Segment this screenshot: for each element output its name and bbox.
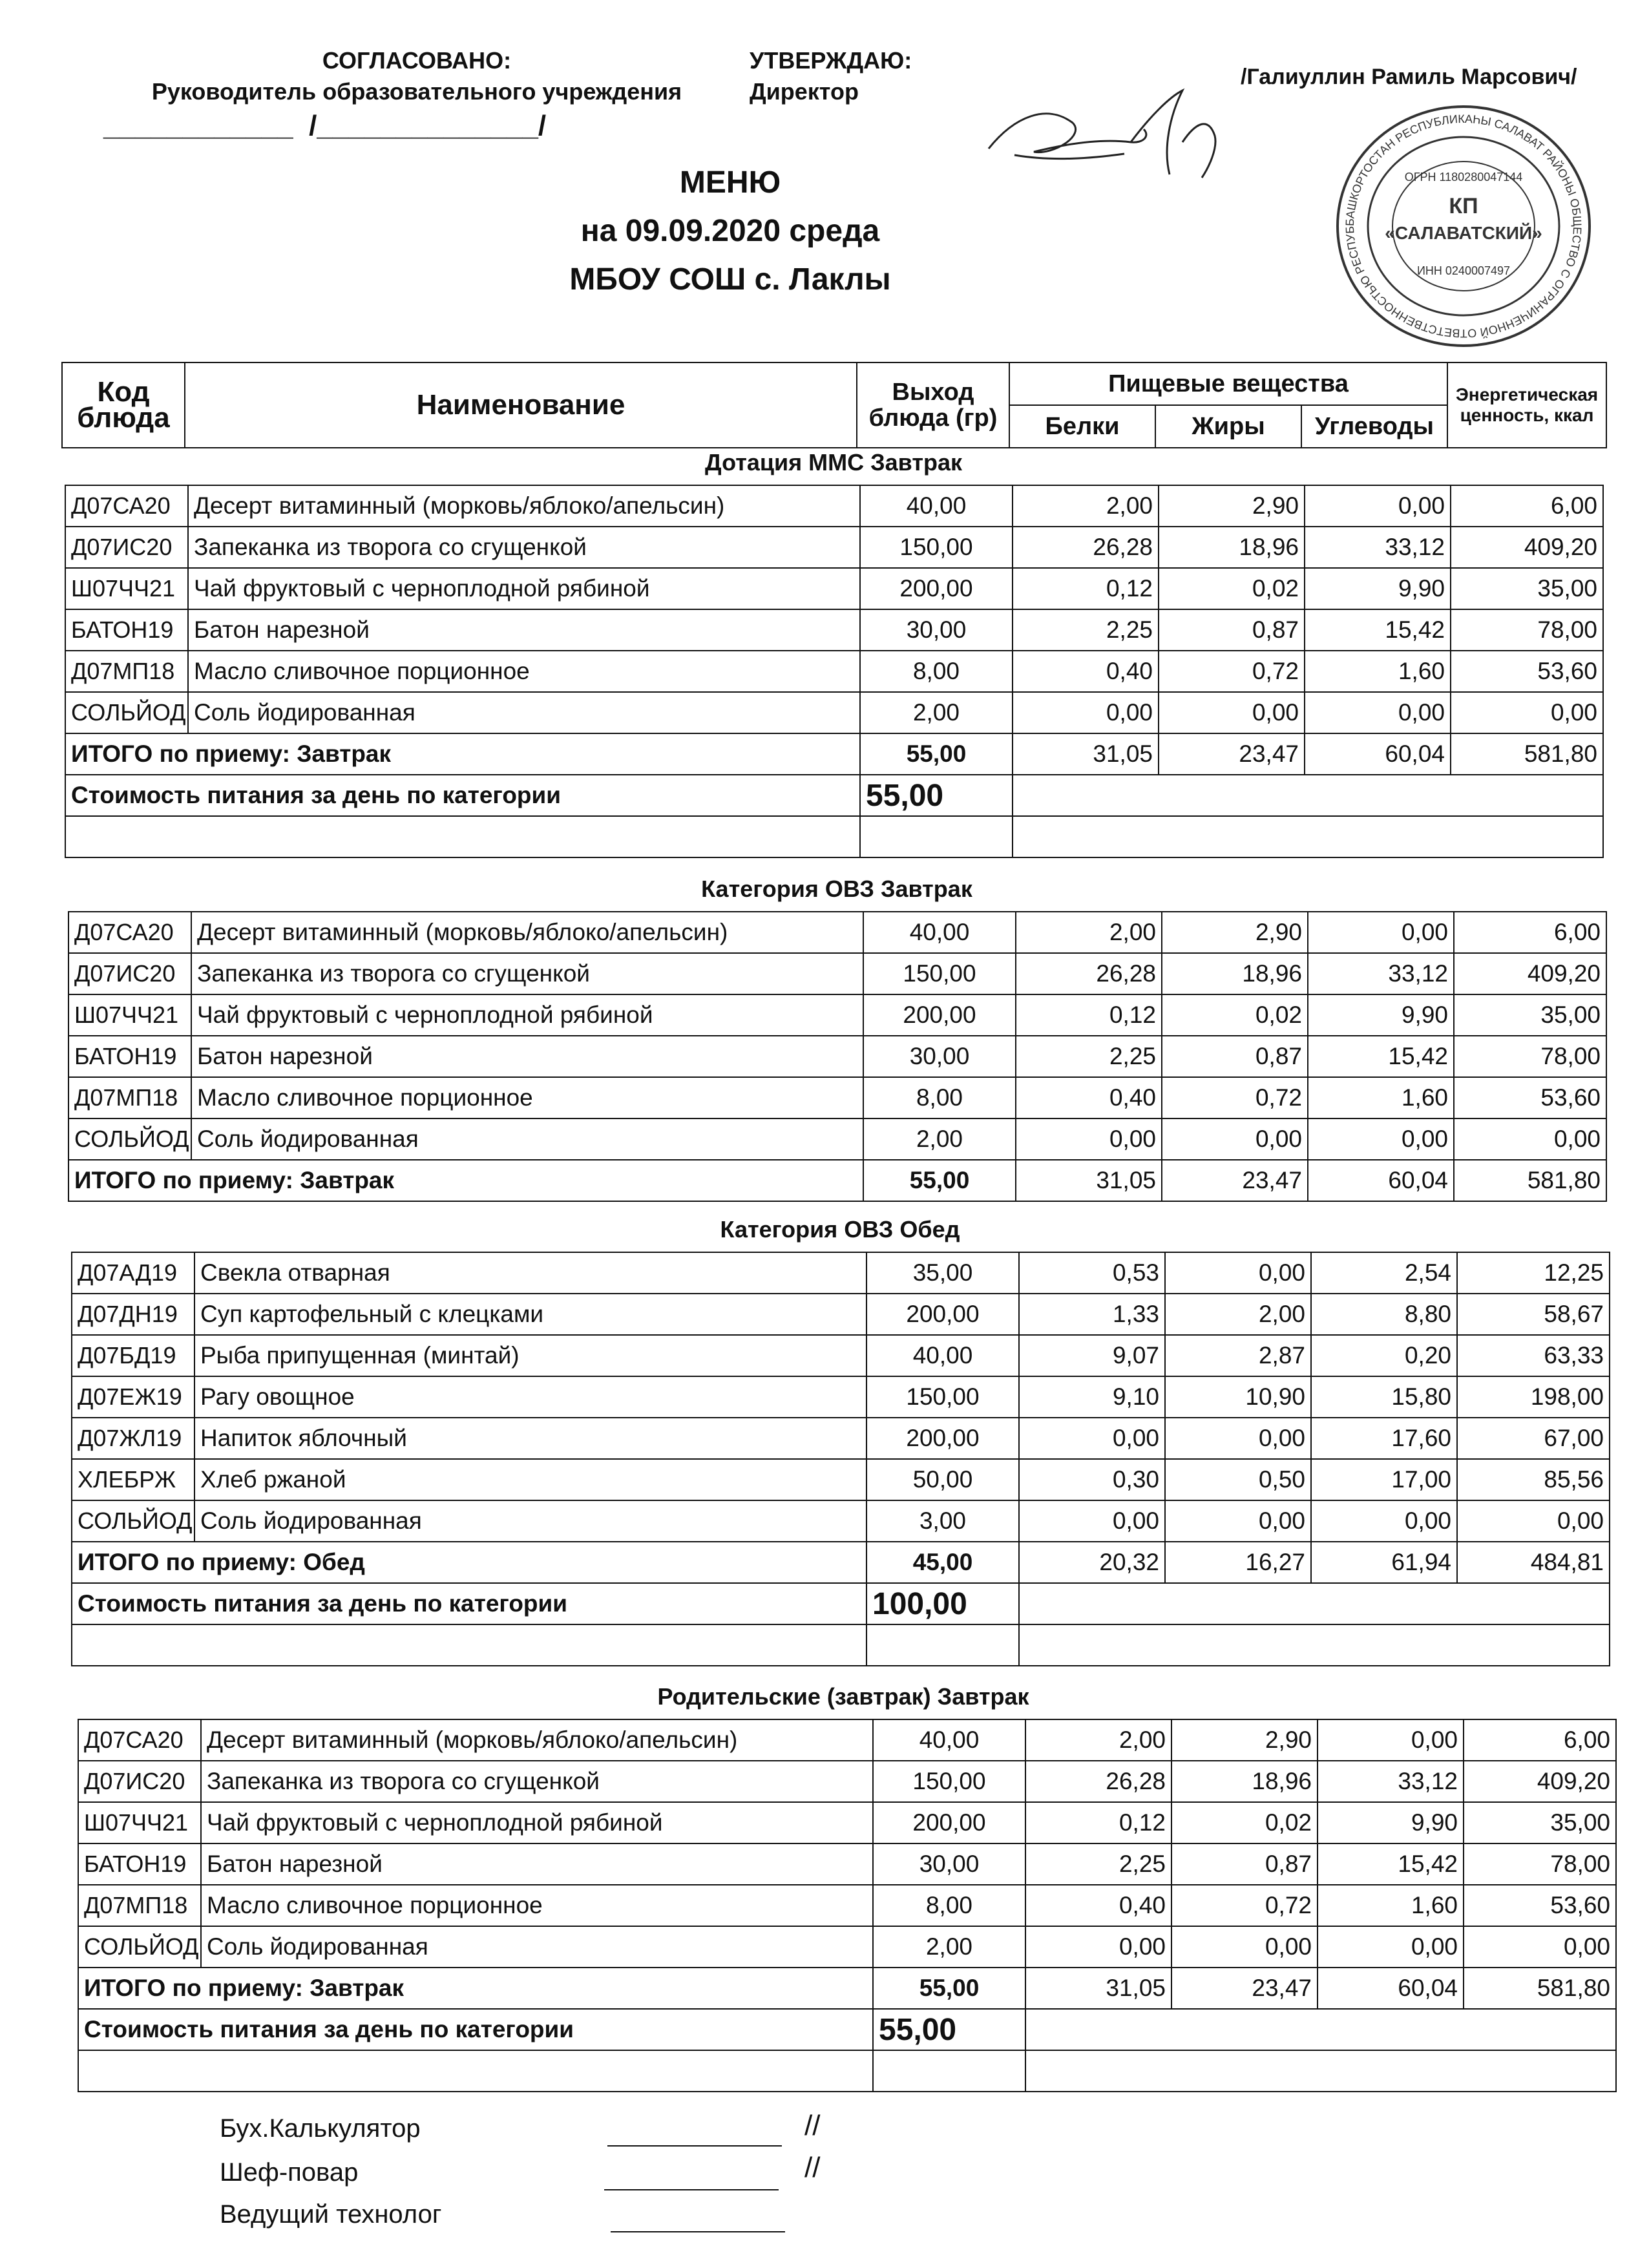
dish-yield: 40,00 <box>860 485 1013 527</box>
dish-yield: 8,00 <box>873 1885 1025 1926</box>
dish-code: ХЛЕБРЖ <box>72 1459 194 1500</box>
dish-carbs: 15,42 <box>1305 609 1451 651</box>
dish-yield: 30,00 <box>873 1843 1025 1885</box>
total-energy: 581,80 <box>1464 1968 1616 2009</box>
dish-protein: 0,00 <box>1025 1926 1171 1968</box>
dish-carbs: 15,42 <box>1318 1843 1464 1885</box>
dish-energy: 0,00 <box>1457 1500 1610 1542</box>
dish-carbs: 33,12 <box>1308 953 1454 994</box>
section-title: Дотация ММС Завтрак <box>705 449 962 476</box>
total-fat: 23,47 <box>1159 733 1305 775</box>
table-row <box>68 1036 1606 1077</box>
dish-code: Ш07ЧЧ21 <box>78 1802 201 1843</box>
dish-protein: 0,40 <box>1013 651 1159 692</box>
dish-carbs: 0,00 <box>1305 485 1451 527</box>
table-row <box>65 609 1603 651</box>
dish-code: Д07ИС20 <box>68 953 191 994</box>
dish-fat: 0,72 <box>1159 651 1305 692</box>
header-protein: Белки <box>1009 405 1155 448</box>
dish-protein: 9,10 <box>1019 1376 1165 1418</box>
dish-carbs: 1,60 <box>1305 651 1451 692</box>
total-protein: 20,32 <box>1019 1542 1165 1583</box>
table-row <box>72 1335 1610 1376</box>
dish-code: Д07ЖЛ19 <box>72 1418 194 1459</box>
total-yield: 55,00 <box>860 733 1013 775</box>
dish-name: Десерт витаминный (морковь/яблоко/апельсин) <box>201 1719 873 1761</box>
dish-name: Чай фруктовый с черноплодной рябиной <box>201 1802 873 1843</box>
dish-name: Соль йодированная <box>194 1500 867 1542</box>
dish-yield: 40,00 <box>863 912 1016 953</box>
total-label: ИТОГО по приему: Завтрак <box>68 1160 863 1201</box>
dish-fat: 2,90 <box>1162 912 1308 953</box>
dish-yield: 3,00 <box>867 1500 1019 1542</box>
dish-carbs: 0,00 <box>1318 1719 1464 1761</box>
footer-chef-slash: // <box>804 2152 821 2183</box>
dish-yield: 50,00 <box>867 1459 1019 1500</box>
dish-protein: 2,00 <box>1013 485 1159 527</box>
dish-fat: 0,02 <box>1162 994 1308 1036</box>
approval-right-role: Директор <box>750 78 859 105</box>
dish-fat: 0,00 <box>1165 1418 1311 1459</box>
total-row <box>65 733 1603 775</box>
empty-row <box>78 2050 1616 2092</box>
footer-accountant-line <box>607 2145 782 2147</box>
page-title: МЕНЮ <box>679 165 781 200</box>
stamp-graphic <box>1325 97 1602 355</box>
dish-name: Чай фруктовый с черноплодной рябиной <box>191 994 863 1036</box>
dish-energy: 6,00 <box>1454 912 1606 953</box>
section-title: Категория ОВЗ Завтрак <box>701 876 972 902</box>
dish-energy: 12,25 <box>1457 1252 1610 1294</box>
dish-energy: 78,00 <box>1464 1843 1616 1885</box>
dish-energy: 6,00 <box>1451 485 1603 527</box>
dish-yield: 150,00 <box>863 953 1016 994</box>
dish-code: Д07АД19 <box>72 1252 194 1294</box>
dish-fat: 0,02 <box>1171 1802 1318 1843</box>
dish-name: Батон нарезной <box>191 1036 863 1077</box>
cost-row <box>65 775 1603 816</box>
dish-energy: 409,20 <box>1454 953 1606 994</box>
dish-yield: 150,00 <box>860 527 1013 568</box>
dish-protein: 0,00 <box>1019 1500 1165 1542</box>
header-energy: Энергетическая ценность, ккал <box>1447 362 1606 448</box>
dish-fat: 18,96 <box>1159 527 1305 568</box>
total-row <box>68 1160 1606 1201</box>
dish-protein: 1,33 <box>1019 1294 1165 1335</box>
dish-code: БАТОН19 <box>65 609 188 651</box>
dish-energy: 0,00 <box>1451 692 1603 733</box>
dish-protein: 2,25 <box>1025 1843 1171 1885</box>
dish-name: Чай фруктовый с черноплодной рябиной <box>188 568 860 609</box>
total-row <box>72 1542 1610 1583</box>
dish-name: Десерт витаминный (морковь/яблоко/апельсин) <box>188 485 860 527</box>
total-energy: 581,80 <box>1454 1160 1606 1201</box>
footer-chef: Шеф-повар <box>220 2158 359 2187</box>
dish-code: БАТОН19 <box>68 1036 191 1077</box>
dish-yield: 40,00 <box>873 1719 1025 1761</box>
dish-carbs: 9,90 <box>1308 994 1454 1036</box>
stamp-inn: ИНН 0240007497 <box>1416 264 1511 277</box>
total-energy: 484,81 <box>1457 1542 1610 1583</box>
dish-code: Д07БД19 <box>72 1335 194 1376</box>
dish-protein: 0,53 <box>1019 1252 1165 1294</box>
dish-carbs: 33,12 <box>1318 1761 1464 1802</box>
dish-fat: 18,96 <box>1171 1761 1318 1802</box>
dish-carbs: 17,60 <box>1311 1418 1457 1459</box>
table-row <box>72 1418 1610 1459</box>
dish-energy: 67,00 <box>1457 1418 1610 1459</box>
dish-protein: 0,00 <box>1016 1118 1162 1160</box>
menu-date: на 09.09.2020 среда <box>580 214 880 248</box>
table-row <box>68 1118 1606 1160</box>
dish-yield: 200,00 <box>863 994 1016 1036</box>
dish-carbs: 0,00 <box>1305 692 1451 733</box>
dish-energy: 0,00 <box>1454 1118 1606 1160</box>
dish-energy: 409,20 <box>1451 527 1603 568</box>
cost-label: Стоимость питания за день по категории <box>65 775 860 816</box>
dish-fat: 2,87 <box>1165 1335 1311 1376</box>
empty-row <box>72 1624 1610 1666</box>
total-fat: 16,27 <box>1165 1542 1311 1583</box>
dish-yield: 30,00 <box>863 1036 1016 1077</box>
table-row <box>72 1459 1610 1500</box>
dish-name: Масло сливочное порционное <box>188 651 860 692</box>
dish-yield: 200,00 <box>860 568 1013 609</box>
total-protein: 31,05 <box>1016 1160 1162 1201</box>
dish-name: Десерт витаминный (морковь/яблоко/апельсин) <box>191 912 863 953</box>
dish-energy: 53,60 <box>1451 651 1603 692</box>
dish-code: Д07ИС20 <box>65 527 188 568</box>
table-row <box>78 1719 1616 1761</box>
dish-protein: 2,25 <box>1016 1036 1162 1077</box>
table-row <box>72 1252 1610 1294</box>
dish-name: Соль йодированная <box>191 1118 863 1160</box>
table-row <box>78 1761 1616 1802</box>
dish-protein: 0,40 <box>1025 1885 1171 1926</box>
stamp-center-line1: КП <box>1449 194 1478 218</box>
dish-yield: 2,00 <box>860 692 1013 733</box>
dish-protein: 0,40 <box>1016 1077 1162 1118</box>
total-yield: 55,00 <box>873 1968 1025 2009</box>
dish-fat: 0,87 <box>1171 1843 1318 1885</box>
table-row <box>65 527 1603 568</box>
school-name: МБОУ СОШ с. Лаклы <box>569 262 891 297</box>
dish-energy: 35,00 <box>1464 1802 1616 1843</box>
dish-fat: 0,50 <box>1165 1459 1311 1500</box>
dish-protein: 0,12 <box>1016 994 1162 1036</box>
section-table <box>68 911 1607 1202</box>
dish-name: Суп картофельный с клецками <box>194 1294 867 1335</box>
dish-yield: 2,00 <box>873 1926 1025 1968</box>
dish-fat: 18,96 <box>1162 953 1308 994</box>
dish-carbs: 9,90 <box>1318 1802 1464 1843</box>
dish-protein: 0,12 <box>1013 568 1159 609</box>
dish-fat: 0,00 <box>1165 1252 1311 1294</box>
total-protein: 31,05 <box>1025 1968 1171 2009</box>
dish-fat: 0,00 <box>1171 1926 1318 1968</box>
dish-name: Хлеб ржаной <box>194 1459 867 1500</box>
dish-protein: 2,00 <box>1016 912 1162 953</box>
dish-carbs: 0,00 <box>1308 912 1454 953</box>
dish-carbs: 15,42 <box>1308 1036 1454 1077</box>
dish-protein: 0,00 <box>1019 1418 1165 1459</box>
handwritten-signature <box>976 78 1247 187</box>
footer-accountant-slash: // <box>804 2110 821 2141</box>
dish-name: Запеканка из творога со сгущенкой <box>201 1761 873 1802</box>
approval-left-title: СОГЛАСОВАНО: <box>322 47 512 74</box>
dish-carbs: 1,60 <box>1318 1885 1464 1926</box>
dish-energy: 78,00 <box>1451 609 1603 651</box>
header-fat: Жиры <box>1155 405 1301 448</box>
dish-name: Масло сливочное порционное <box>201 1885 873 1926</box>
dish-fat: 2,90 <box>1159 485 1305 527</box>
dish-carbs: 17,00 <box>1311 1459 1457 1500</box>
dish-code: СОЛЬЙОД <box>68 1118 191 1160</box>
dish-energy: 78,00 <box>1454 1036 1606 1077</box>
table-header <box>61 362 1607 448</box>
dish-carbs: 0,00 <box>1311 1500 1457 1542</box>
dish-fat: 0,87 <box>1162 1036 1308 1077</box>
dish-carbs: 8,80 <box>1311 1294 1457 1335</box>
dish-carbs: 9,90 <box>1305 568 1451 609</box>
dish-protein: 0,12 <box>1025 1802 1171 1843</box>
total-carbs: 61,94 <box>1311 1542 1457 1583</box>
header-name: Наименование <box>185 362 857 448</box>
dish-name: Батон нарезной <box>201 1843 873 1885</box>
footer-technologist-line <box>611 2231 785 2232</box>
dish-yield: 2,00 <box>863 1118 1016 1160</box>
empty-row <box>65 816 1603 857</box>
cost-row <box>72 1583 1610 1624</box>
dish-code: Ш07ЧЧ21 <box>65 568 188 609</box>
table-row <box>65 692 1603 733</box>
dish-energy: 85,56 <box>1457 1459 1610 1500</box>
dish-code: СОЛЬЙОД <box>72 1500 194 1542</box>
dish-carbs: 1,60 <box>1308 1077 1454 1118</box>
dish-code: Д07МП18 <box>68 1077 191 1118</box>
dish-name: Соль йодированная <box>201 1926 873 1968</box>
dish-code: Д07ИС20 <box>78 1761 201 1802</box>
dish-name: Запеканка из творога со сгущенкой <box>191 953 863 994</box>
table-row <box>68 1077 1606 1118</box>
cost-value: 100,00 <box>867 1583 1019 1624</box>
table-row <box>72 1294 1610 1335</box>
total-protein: 31,05 <box>1013 733 1159 775</box>
approval-left-role: Руководитель образовательного учреждения <box>151 78 682 105</box>
footer-chef-line <box>604 2189 779 2190</box>
dish-protein: 2,25 <box>1013 609 1159 651</box>
dish-carbs: 0,00 <box>1318 1926 1464 1968</box>
dish-yield: 30,00 <box>860 609 1013 651</box>
dish-name: Рагу овощное <box>194 1376 867 1418</box>
dish-carbs: 0,00 <box>1308 1118 1454 1160</box>
dish-energy: 6,00 <box>1464 1719 1616 1761</box>
dish-yield: 8,00 <box>863 1077 1016 1118</box>
table-row <box>78 1885 1616 1926</box>
total-label: ИТОГО по приему: Завтрак <box>65 733 860 775</box>
dish-name: Рыба припущенная (минтай) <box>194 1335 867 1376</box>
signature-line: ____________ /______________/ <box>103 110 547 142</box>
dish-fat: 0,00 <box>1165 1500 1311 1542</box>
total-label: ИТОГО по приему: Завтрак <box>78 1968 873 2009</box>
dish-fat: 0,02 <box>1159 568 1305 609</box>
total-carbs: 60,04 <box>1318 1968 1464 2009</box>
dish-code: Д07МП18 <box>65 651 188 692</box>
section-table <box>65 485 1604 858</box>
dish-yield: 200,00 <box>867 1418 1019 1459</box>
total-yield: 55,00 <box>863 1160 1016 1201</box>
dish-name: Свекла отварная <box>194 1252 867 1294</box>
dish-energy: 198,00 <box>1457 1376 1610 1418</box>
dish-carbs: 2,54 <box>1311 1252 1457 1294</box>
table-row <box>68 994 1606 1036</box>
dish-carbs: 0,20 <box>1311 1335 1457 1376</box>
dish-yield: 200,00 <box>867 1294 1019 1335</box>
dish-carbs: 33,12 <box>1305 527 1451 568</box>
dish-code: Д07СА20 <box>78 1719 201 1761</box>
header-nutrients: Пищевые вещества <box>1009 362 1447 405</box>
section-title: Категория ОВЗ Обед <box>720 1216 960 1243</box>
director-name: /Галиуллин Рамиль Марсович/ <box>1241 65 1577 89</box>
section-title: Родительские (завтрак) Завтрак <box>657 1683 1029 1710</box>
dish-carbs: 15,80 <box>1311 1376 1457 1418</box>
table-row <box>78 1926 1616 1968</box>
dish-fat: 0,00 <box>1162 1118 1308 1160</box>
dish-code: СОЛЬЙОД <box>65 692 188 733</box>
table-row <box>65 651 1603 692</box>
approval-left <box>90 45 743 107</box>
dish-code: БАТОН19 <box>78 1843 201 1885</box>
dish-yield: 150,00 <box>867 1376 1019 1418</box>
dish-name: Соль йодированная <box>188 692 860 733</box>
dish-name: Напиток яблочный <box>194 1418 867 1459</box>
header-code: Код блюда <box>62 362 185 448</box>
table-row <box>78 1802 1616 1843</box>
dish-protein: 26,28 <box>1016 953 1162 994</box>
footer-technologist: Ведущий технолог <box>220 2200 442 2229</box>
dish-energy: 58,67 <box>1457 1294 1610 1335</box>
footer-accountant: Бух.Калькулятор <box>220 2114 421 2143</box>
dish-protein: 26,28 <box>1025 1761 1171 1802</box>
table-row <box>65 568 1603 609</box>
stamp-center-line2: «САЛАВАТСКИЙ» <box>1385 223 1542 243</box>
table-row <box>68 912 1606 953</box>
table-row <box>68 953 1606 994</box>
dish-energy: 35,00 <box>1451 568 1603 609</box>
total-row <box>78 1968 1616 2009</box>
dish-name: Запеканка из творога со сгущенкой <box>188 527 860 568</box>
dish-fat: 2,00 <box>1165 1294 1311 1335</box>
total-carbs: 60,04 <box>1308 1160 1454 1201</box>
dish-protein: 0,00 <box>1013 692 1159 733</box>
dish-energy: 53,60 <box>1464 1885 1616 1926</box>
total-carbs: 60,04 <box>1305 733 1451 775</box>
dish-energy: 35,00 <box>1454 994 1606 1036</box>
dish-energy: 63,33 <box>1457 1335 1610 1376</box>
dish-protein: 9,07 <box>1019 1335 1165 1376</box>
section-table <box>78 1719 1617 2092</box>
dish-protein: 2,00 <box>1025 1719 1171 1761</box>
dish-code: Д07СА20 <box>68 912 191 953</box>
dish-energy: 409,20 <box>1464 1761 1616 1802</box>
dish-fat: 0,72 <box>1162 1077 1308 1118</box>
dish-protein: 0,30 <box>1019 1459 1165 1500</box>
dish-yield: 200,00 <box>873 1802 1025 1843</box>
cost-value: 55,00 <box>860 775 1013 816</box>
section-table <box>71 1252 1610 1666</box>
cost-label: Стоимость питания за день по категории <box>78 2009 873 2050</box>
total-energy: 581,80 <box>1451 733 1603 775</box>
dish-code: Д07ЕЖ19 <box>72 1376 194 1418</box>
total-fat: 23,47 <box>1162 1160 1308 1201</box>
dish-code: Д07СА20 <box>65 485 188 527</box>
dish-energy: 53,60 <box>1454 1077 1606 1118</box>
dish-fat: 0,87 <box>1159 609 1305 651</box>
dish-energy: 0,00 <box>1464 1926 1616 1968</box>
cost-row <box>78 2009 1616 2050</box>
approval-right-title: УТВЕРЖДАЮ: <box>750 47 912 74</box>
dish-code: Ш07ЧЧ21 <box>68 994 191 1036</box>
cost-label: Стоимость питания за день по категории <box>72 1583 867 1624</box>
total-fat: 23,47 <box>1171 1968 1318 2009</box>
total-yield: 45,00 <box>867 1542 1019 1583</box>
total-label: ИТОГО по приему: Обед <box>72 1542 867 1583</box>
header-carbs: Углеводы <box>1301 405 1447 448</box>
dish-code: Д07МП18 <box>78 1885 201 1926</box>
dish-protein: 26,28 <box>1013 527 1159 568</box>
dish-fat: 2,90 <box>1171 1719 1318 1761</box>
dish-yield: 40,00 <box>867 1335 1019 1376</box>
table-row <box>72 1376 1610 1418</box>
stamp-ring-text: БАШКОРТОСТАН РЕСПУБЛИКАҺЫ САЛАВАТ РАЙОНЫ ОБЩЕСТВО С ОГРАНИЧЕННОЙ ОТВЕТСТВЕННОСТЬЮ РЕСПУБ <box>1343 112 1584 341</box>
dish-code: СОЛЬЙОД <box>78 1926 201 1968</box>
dish-yield: 8,00 <box>860 651 1013 692</box>
approval-right <box>750 45 912 107</box>
dish-fat: 0,72 <box>1171 1885 1318 1926</box>
dish-name: Батон нарезной <box>188 609 860 651</box>
organization-stamp <box>1325 97 1602 355</box>
table-row <box>78 1843 1616 1885</box>
dish-yield: 150,00 <box>873 1761 1025 1802</box>
table-row <box>72 1500 1610 1542</box>
dish-fat: 10,90 <box>1165 1376 1311 1418</box>
table-row <box>65 485 1603 527</box>
dish-code: Д07ДН19 <box>72 1294 194 1335</box>
header-yield: Выход блюда (гр) <box>857 362 1009 448</box>
dish-fat: 0,00 <box>1159 692 1305 733</box>
dish-yield: 35,00 <box>867 1252 1019 1294</box>
cost-value: 55,00 <box>873 2009 1025 2050</box>
dish-name: Масло сливочное порционное <box>191 1077 863 1118</box>
stamp-ogrn: ОГРН 1180280047144 <box>1404 171 1523 184</box>
